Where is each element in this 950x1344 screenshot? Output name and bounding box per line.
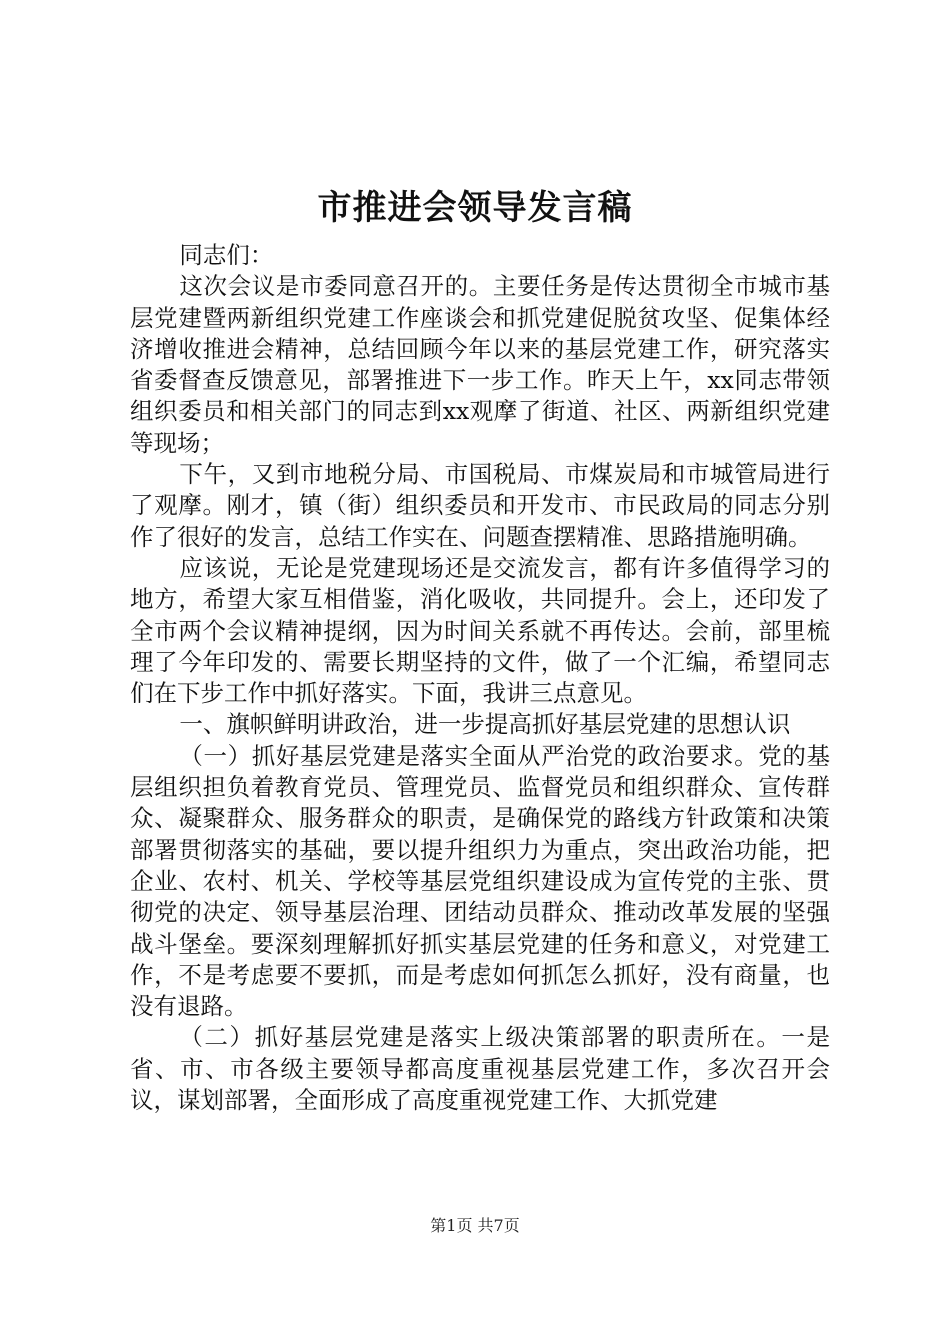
paragraph-4: （一）抓好基层党建是落实全面从严治党的政治要求。党的基层组织担负着教育党员、管理党员、监督党员和组织群众、宣传群众、凝聚群众、服务群众的职责，是确保党的路线方针政策和决策部署贯彻落实的基础，要以提升组织力为重点，突出政治功能，把企业、农村、机关、学校等基层党组织建设成为宣传党的主张、贯彻党的决定、领导基层治理、团结动员群众、推动改革发展的坚强战斗堡垒。要深刻理解抓好抓实基层党建的任务和意义，对党建工作，不是考虑要不要抓，而是考虑如何抓怎么抓好，没有商量，也没有退路。 (130, 741, 830, 1021)
salutation: 同志们： (179, 241, 274, 269)
page-indicator: 第1页 共7页 (430, 1216, 520, 1235)
paragraph-3: 应该说，无论是党建现场还是交流发言，都有许多值得学习的地方，希望大家互相借鉴，消化吸收，共同提升。会上，还印发了全市两个会议精神提纲，因为时间关系就不再传达。会前，部里梳理了今年印发的、需要长期坚持的文件，做了一个汇编，希望同志们在下步工作中抓好落实。下面，我讲三点意见。 (130, 553, 830, 708)
paragraph-5: （二）抓好基层党建是落实上级决策部署的职责所在。一是省、市、市各级主要领导都高度重视基层党建工作，多次召开会议，谋划部署，全面形成了高度重视党建工作、大抓党建 (130, 1023, 830, 1115)
page-footer (0, 1215, 950, 1237)
section-heading-1: 一、旗帜鲜明讲政治，进一步提高抓好基层党建的思想认识 (179, 710, 791, 739)
document-title: 市推进会领导发言稿 (317, 188, 633, 228)
paragraph-1: 这次会议是市委同意召开的。主要任务是传达贯彻全市城市基层党建暨两新组织党建工作座谈会和抓党建促脱贫攻坚、促集体经济增收推进会精神，总结回顾今年以来的基层党建工作，研究落实省委督查反馈意见，部署推进下一步工作。昨天上午，xx同志带领组织委员和相关部门的同志到xx观摩了街道、社区、两新组织党建等现场； (130, 272, 830, 457)
paragraph-2: 下午，又到市地税分局、市国税局、市煤炭局和市城管局进行了观摩。刚才，镇（街）组织委员和开发市、市民政局的同志分别作了很好的发言，总结工作实在、问题查摆精准、思路措施明确。 (130, 460, 830, 551)
document-body (130, 240, 830, 1116)
